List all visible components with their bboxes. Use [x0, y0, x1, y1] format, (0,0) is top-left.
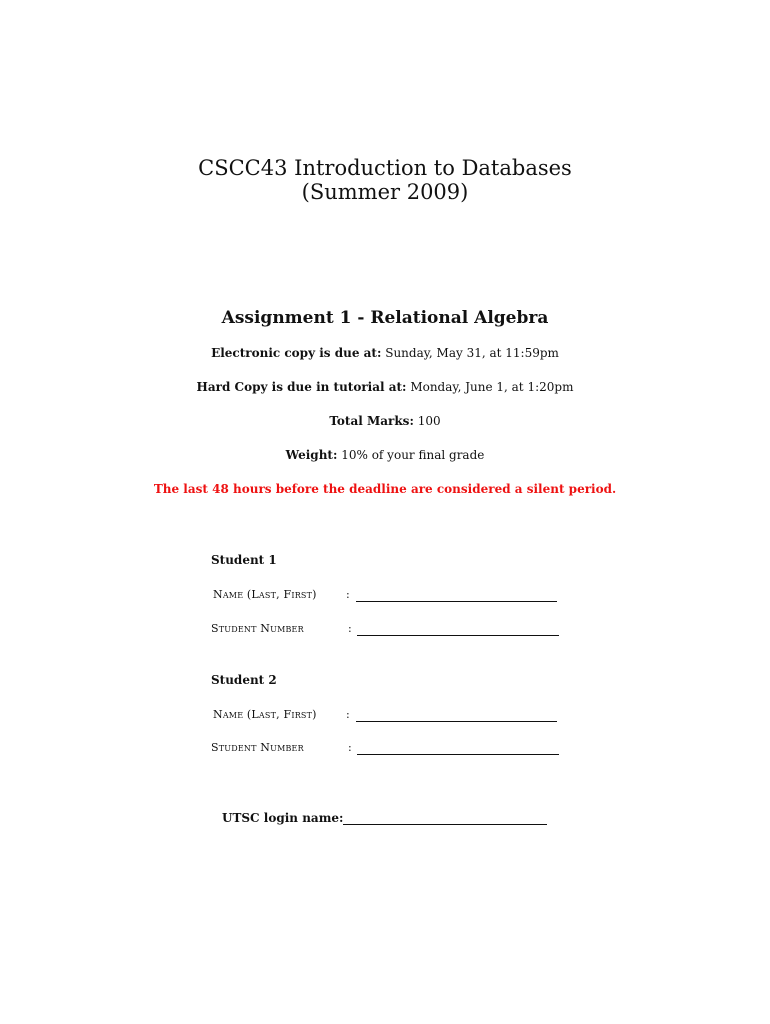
electronic-due-label: Electronic copy is due at:: [211, 346, 382, 360]
weight-label: Weight:: [285, 448, 338, 462]
hardcopy-due-line: [0, 380, 770, 394]
student-1-name-colon: :: [346, 588, 350, 601]
total-marks-value: 100: [417, 414, 441, 428]
student-2-name-field[interactable]: [356, 721, 557, 722]
student-2-name-colon: :: [346, 708, 350, 721]
student-2-name-label: Name (Last, First): [213, 708, 317, 721]
total-marks-label: Total Marks:: [329, 414, 414, 428]
student-1-number-field[interactable]: [357, 635, 559, 636]
student-1-number-colon: :: [348, 622, 352, 635]
electronic-due-value: Sunday, May 31, at 11:59pm: [385, 346, 559, 360]
assignment-title: Assignment 1 - Relational Algebra: [221, 308, 549, 328]
course-title: [0, 156, 770, 204]
student-2-number-field[interactable]: [357, 754, 559, 755]
hardcopy-due-label: Hard Copy is due in tutorial at:: [196, 380, 407, 394]
weight-line: [0, 448, 770, 462]
weight-value: 10% of your final grade: [341, 448, 485, 462]
silent-period-notice: The last 48 hours before the deadline are considered a silent period.: [153, 482, 617, 496]
course-title-line1: CSCC43 Introduction to Databases: [198, 156, 572, 180]
total-marks-line: [0, 414, 770, 428]
student-1-name-field[interactable]: [356, 601, 557, 602]
student-1-number-label: Student Number: [211, 622, 304, 635]
student-2-number-label: Student Number: [211, 741, 304, 754]
course-title-line2: (Summer 2009): [301, 180, 469, 204]
utsc-login-label: UTSC login name:: [222, 811, 344, 825]
utsc-login-field[interactable]: [343, 824, 547, 825]
student-1-heading: Student 1: [211, 553, 277, 567]
student-2-heading: Student 2: [211, 673, 277, 687]
electronic-due-line: [0, 346, 770, 360]
hardcopy-due-value: Monday, June 1, at 1:20pm: [410, 380, 574, 394]
student-1-name-label: Name (Last, First): [213, 588, 317, 601]
student-2-number-colon: :: [348, 741, 352, 754]
